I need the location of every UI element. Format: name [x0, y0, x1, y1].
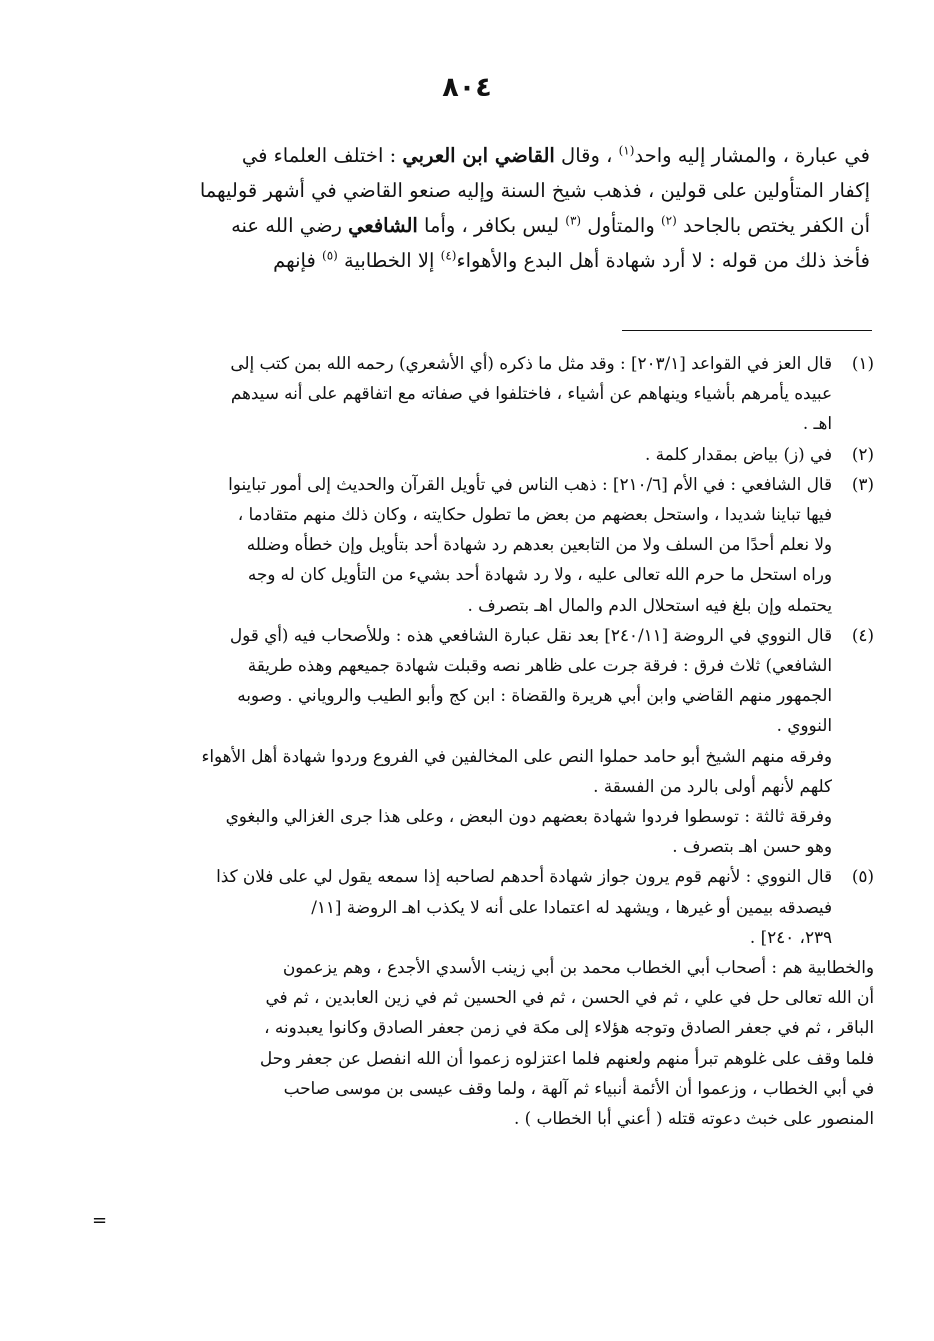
- page-number: ٨٠٤: [442, 72, 492, 103]
- text-run: فأخذ ذلك من قوله : لا أرد شهادة أهل البدع والأهواء: [456, 249, 870, 272]
- footnote-number: (٣): [851, 473, 874, 494]
- text-run: والمتأول: [581, 214, 661, 237]
- footnote-line: كلهم لأنهم أولى بالرد من الفسقة .: [593, 775, 832, 796]
- footnote-line: يحتمله وإن بلغ فيه استحلال الدم والمال اهـ بتصرف .: [467, 594, 832, 615]
- text-run: إلا الخطابية: [337, 249, 441, 272]
- text-run: ، وقال: [554, 144, 619, 167]
- footnote-ref[interactable]: (١): [618, 143, 635, 158]
- continuation-mark: =: [92, 1210, 108, 1231]
- text-run: أن الكفر يختص بالجاحد: [676, 214, 870, 237]
- main-text-line: [92, 243, 870, 278]
- footnote-line: في (ز) بياض بمقدار كلمة .: [644, 443, 832, 464]
- text-run: إكفار المتأولين على قولين ، فذهب شيخ السنة وإليه صنعو القاضي في أشهر قوليهما: [199, 179, 870, 202]
- footnote-line: قال النووي في الروضة [٢٤٠/١١] بعد نقل عبارة الشافعي هذه : وللأصحاب فيه (أي قول: [229, 624, 832, 645]
- text-run: رضي الله عنه: [231, 214, 349, 237]
- footnote-number: (٤): [851, 624, 874, 645]
- footnote-line: الشافعي) ثلاث فرق : فرقة جرت على ظاهر نصه وقبلت شهادة جميعهم وهذه طريقة: [247, 655, 832, 676]
- footnote-ref[interactable]: (٢): [660, 213, 677, 228]
- main-text-line: [92, 138, 870, 173]
- footnote-ref[interactable]: (٤): [440, 248, 457, 263]
- continuation-line: الباقر ، ثم في جعفر الصادق وتوجه هؤلاء إلى مكة في زمن جعفر الصادق وكانوا يعبدونه ،: [264, 1017, 874, 1038]
- continuation-line: فلما وقف على غلوهم تبرأ منهم ولعنهم فلما اعتزلوه زعموا أن الله انفصل عن جعفر وحل: [259, 1047, 874, 1068]
- footnote-line: قال العز في القواعد [٢٠٣/١] : وقد مثل ما ذكره (أي الأشعري) رحمه الله بمن كتب إلى: [230, 353, 832, 373]
- main-text-line: [92, 173, 870, 208]
- bold-name: القاضي ابن العربي: [402, 144, 555, 167]
- footnote-line: الجمهور منهم القاضي وابن أبي هريرة والقضاة : ابن كج وأبو الطيب والروياني . وصوبه: [237, 685, 832, 706]
- footnote-ref[interactable]: (٥): [322, 248, 338, 263]
- footnotes-section: [88, 348, 874, 1133]
- continuation-line: أن الله تعالى حل في علي ، ثم في الحسن ، ثم في الحسين ثم في زين العابدين ، ثم في: [265, 987, 874, 1008]
- footnote-number: (٢): [851, 443, 874, 464]
- footnote-line: فيها تباينا شديدا ، واستحل بعضهم من بعض ما تطول حكايته ، وكان ذلك منهم متقادما ،: [237, 504, 832, 525]
- footnote-line: ولا نعلم أحدًا من السلف ولا من التابعين بعدهم رد شهادة أحد بتأويل وإن خطأه وضلله: [246, 534, 832, 555]
- main-text: [92, 138, 870, 278]
- footnote-continuation: [88, 952, 874, 1133]
- footnote-line: وفرقه منهم الشيخ أبو حامد حملوا النص على المخالفين في الفروع وردوا شهادة أهل الأهواء: [201, 745, 832, 766]
- footnote-line: قال النووي : لأنهم قوم يرون جواز شهادة أحدهم لصاحبه إذا سمعه يقول لي على فلان كذا: [216, 866, 832, 887]
- continuation-line: المنصور على خبث دعوته قتله ( أعني أبا الخطاب ) .: [513, 1108, 874, 1129]
- footnote: [88, 469, 874, 620]
- footnote: [88, 348, 874, 439]
- footnote-line: وفرقة ثالثة : توسطوا فردوا شهادة بعضهم دون البعض ، وعلى هذا جرى الغزالي والبغوي: [225, 806, 832, 827]
- footnote-divider: [622, 330, 872, 331]
- footnote-line: وراه استحل ما حرم الله تعالى عليه ، ولا رد شهادة أحد بشيء من التأويل كان له وجه: [247, 564, 832, 585]
- bold-name: الشافعي: [348, 214, 418, 237]
- text-run: في عبارة ، والمشار إليه واحد: [634, 144, 870, 167]
- footnote-ref[interactable]: (٣): [565, 213, 582, 228]
- footnote-line: عبيده يأمرهم بأشياء وينهاهم عن أشياء ، فاختلفوا في صفاته مع اتفاقهم على أنه سيدهم: [230, 383, 832, 404]
- footnote-number: (٥): [851, 866, 874, 887]
- continuation-line: في أبي الخطاب ، وزعموا أن الأئمة أنبياء ثم آلهة ، ولما وقف عيسى بن موسى صاحب: [283, 1077, 874, 1098]
- footnote-line: وهو حسن اهـ بتصرف .: [672, 836, 832, 857]
- text-run: : اختلف العلماء في: [241, 144, 403, 167]
- footnote-line: ٢٣٩، ٢٤٠] .: [749, 926, 832, 947]
- footnote-number: (١): [851, 353, 874, 373]
- footnote: [88, 439, 874, 469]
- continuation-line: والخطابية هم : أصحاب أبي الخطاب محمد بن أبي زينب الأسدي الأجدع ، وهم يزعمون: [282, 957, 874, 978]
- footnote-line: اهـ .: [802, 413, 832, 434]
- footnote-line: فيصدقه بيمين أو غيرها ، ويشهد له اعتمادا على أنه لا يكذب اهـ الروضة [١١/: [311, 896, 832, 917]
- main-text-line: [92, 208, 870, 243]
- footnote: [88, 861, 874, 952]
- footnote-line: النووي .: [776, 715, 832, 736]
- text-run: ليس بكافر ، وأما: [417, 214, 566, 237]
- text-run: فإنهم: [273, 249, 322, 272]
- footnote: [88, 620, 874, 862]
- footnote-line: قال الشافعي : في الأم [٢١٠/٦] : ذهب الناس في تأويل القرآن والحديث إلى أمور تباينوا: [228, 473, 832, 494]
